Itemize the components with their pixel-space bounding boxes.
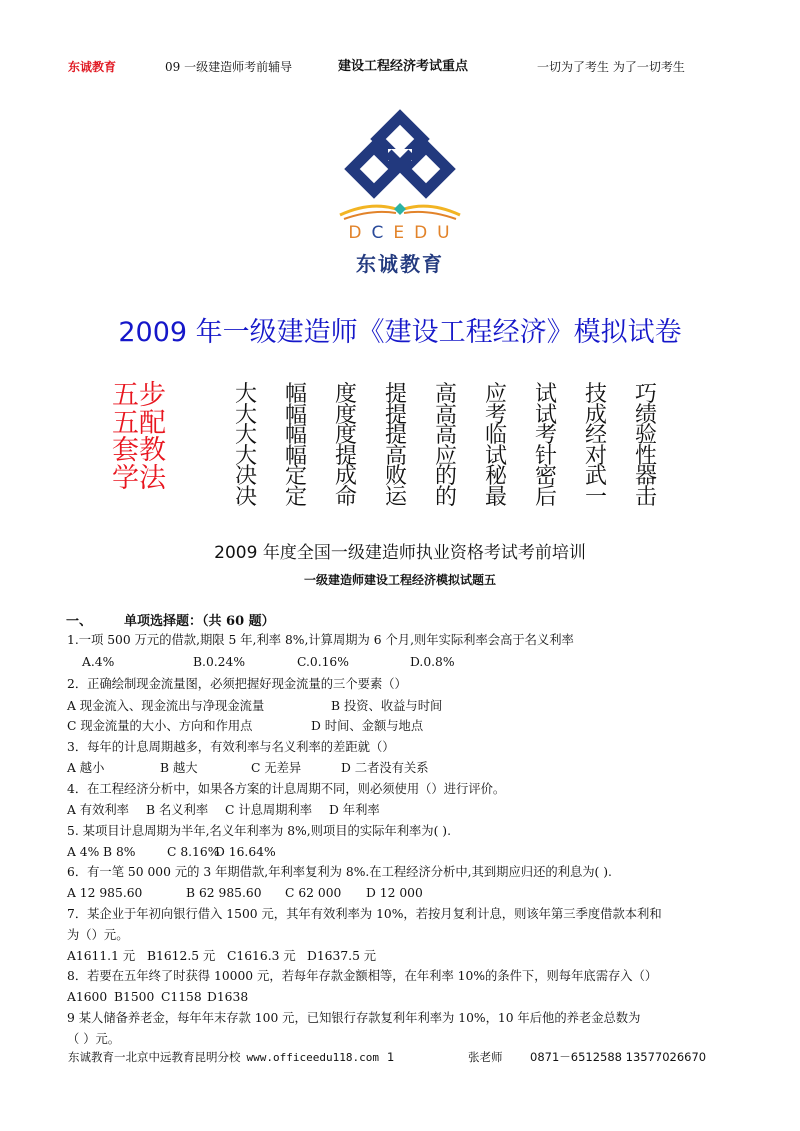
dcedu-logo-icon <box>330 105 470 223</box>
option: D 二者没有关系 <box>341 761 429 775</box>
option: C 8.16% <box>167 845 220 859</box>
question-options <box>67 947 376 965</box>
option: B1612.5 元 <box>147 949 216 963</box>
question-options <box>67 717 423 735</box>
option: C1616.3 元 <box>227 949 296 963</box>
option: D 12 000 <box>366 886 423 900</box>
promo-row: 大 幅 提 高 应 试 针 对 性 <box>235 443 658 469</box>
question-stem-continued: 为（）元。 <box>67 928 129 942</box>
option: D.0.8% <box>410 655 455 669</box>
promo-row: 大 幅 度 提 高 考 试 成 绩 <box>235 402 658 428</box>
page-footer <box>68 1049 707 1065</box>
header-brand: 东诚教育 <box>68 60 117 74</box>
option: B 62 985.60 <box>186 886 262 900</box>
question-stem: 6．有一笔 50 000 元的 3 年期借款,年利率复利为 8%.在工程经济分析中,其到期应归还的利息为( ). <box>67 865 612 879</box>
header-slogan: 一切为了考生 为了一切考生 <box>537 60 685 74</box>
option: B1500 <box>114 990 155 1004</box>
option: D 时间、金额与地点 <box>311 719 424 733</box>
footer-website: www.officeedu118.com <box>246 1051 379 1064</box>
question-options <box>82 653 455 671</box>
option: B 投资、收益与时间 <box>331 699 443 713</box>
promo-left-line: 套教 <box>112 435 166 466</box>
option: D1637.5 元 <box>307 949 377 963</box>
promo-left-line: 五步 <box>112 380 166 411</box>
logo-letters: DCEDU <box>348 223 460 243</box>
dcedu-logo <box>330 105 470 275</box>
question-options <box>67 697 442 715</box>
option: A 越小 <box>67 761 105 775</box>
option: C 无差异 <box>251 761 302 775</box>
question-options <box>67 884 423 902</box>
question-stem-continued: （ ）元。 <box>67 1032 121 1046</box>
option: A 有效利率 <box>67 803 129 817</box>
promo-row: 大 幅 度 提 高 临 考 经 验 <box>235 423 658 448</box>
promo-grid <box>235 382 685 510</box>
option: D1638 <box>207 990 249 1004</box>
section-number: 一、 <box>66 614 93 629</box>
question-options <box>67 988 248 1006</box>
option: B 8% <box>103 845 136 859</box>
promo-left-column <box>112 382 166 492</box>
question-stem: 8．若要在五年终了时获得 10000 元，若每年存款金额相等，在年利率 10%的条件下，则每年底需存入（） <box>67 969 658 983</box>
option: B 越大 <box>160 761 198 775</box>
option: A 现金流入、现金流出与净现金流量 <box>67 699 265 713</box>
question-options <box>67 801 380 819</box>
option: C 计息周期利率 <box>225 803 313 817</box>
promo-left-line: 五配 <box>112 407 166 439</box>
question-stem: 4．在工程经济分析中，如果各方案的计息周期不同，则必须使用（）进行评价。 <box>67 782 506 796</box>
section-title: 单项选择题：（共 60 题） <box>124 614 275 629</box>
question-options <box>67 843 276 861</box>
section-heading <box>66 610 275 629</box>
exam-subtitle: 一级建造师建设工程经济模拟试题五 <box>303 573 496 587</box>
footer-phones: 0871－6512588 13577026670 <box>530 1050 707 1064</box>
logo-name: 东诚教育 <box>356 252 444 276</box>
option: C 62 000 <box>285 886 342 900</box>
option: A1600 <box>67 990 108 1004</box>
footer-teacher: 张老师 <box>468 1050 503 1064</box>
promo-left-line: 学法 <box>112 462 166 494</box>
option: C.0.16% <box>297 655 349 669</box>
question-stem: 1.一项 500 万元的借款,期限 5 年,利率 8%,计算周期为 6 个月,则年实际利率会高于名义利率 <box>67 633 574 647</box>
footer-school: 东诚教育一北京中远教育昆明分校 <box>68 1050 241 1064</box>
option: A.4% <box>82 655 115 669</box>
option: A 4% <box>67 845 100 859</box>
main-title: 2009 年一级建造师《建设工程经济》模拟试卷 <box>118 317 682 348</box>
promo-row: 决 定 成 败 的 秘 密 武 器 <box>235 464 658 489</box>
page-number: 1 <box>386 1050 395 1064</box>
option: A1611.1 元 <box>67 949 136 963</box>
question-stem: 9 某人储备养老金，每年年末存款 100 元，已知银行存款复利年利率为 10%，10 年后他的养老金总数为 <box>67 1011 641 1025</box>
option: B 名义利率 <box>146 803 209 817</box>
course-subtitle: 2009 年度全国一级建造师执业资格考试考前培训 <box>214 543 586 563</box>
header-title: 建设工程经济考试重点 <box>338 59 469 74</box>
question-stem: 7．某企业于年初向银行借入 1500 元，其年有效利率为 10%，若按月复利计息，则该年第三季度借款本利和 <box>67 907 662 921</box>
option: D 年利率 <box>329 803 380 817</box>
question-stem: 5. 某项目计息周期为半年,名义年利率为 8%,则项目的实际年利率为( ). <box>67 824 452 838</box>
header-subtitle: 09 一级建造师考前辅导 <box>165 60 293 74</box>
promo-row: 大 幅 度 提 高 应 试 技 巧 <box>235 382 658 407</box>
option: C1158 <box>161 990 202 1004</box>
option: C 现金流量的大小、方向和作用点 <box>67 719 253 733</box>
question-stem: 2．正确绘制现金流量图，必须把握好现金流量的三个要素（） <box>67 677 407 691</box>
question-options <box>67 759 429 777</box>
option: B.0.24% <box>193 655 246 669</box>
option: A 12 985.60 <box>67 886 143 900</box>
promo-row: 决 定 命 运 的 最 后 一 击 <box>235 484 658 510</box>
question-stem: 3．每年的计息周期越多，有效利率与名义利率的差距就（） <box>67 740 395 754</box>
option: D 16.64% <box>215 845 276 859</box>
